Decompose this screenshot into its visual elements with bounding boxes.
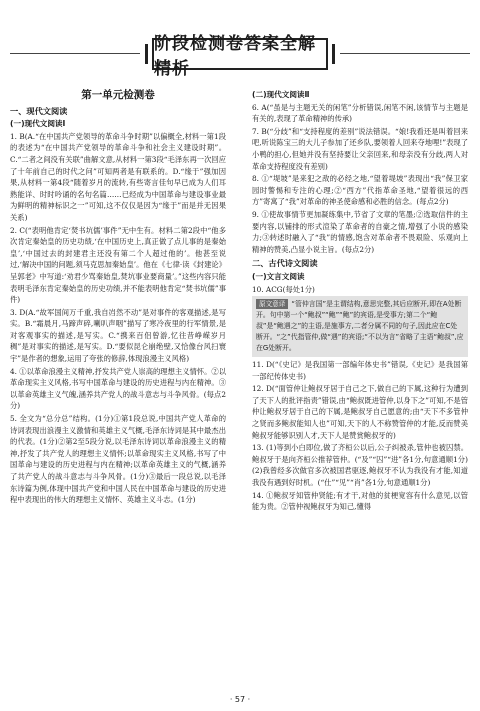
answer-item-14: 14. ①鲍叔牙知管仲贤能;有才干,对他的贫梗宽容有什么意见,以管能为贵。②管仲视鲍叔牙为知己,懂得 (252, 490, 468, 512)
answer-item-5: 5. 全文为“总分总”结构。(1分)①第1段总说,中国共产党人革命的诗词表现出浪漫主义激情和英雄主义气概,毛泽东诗词是其中最杰出的代表。(1分)②第2至5段分说,以毛泽东诗词以革命浪漫主义的精神,抒发了共产党人的理想主义情怀;以革命现实主义风格,书写了中国革命与建设的历史进程与内在精神;以革命英雄主义的气概,涵养了共产党人的战斗意志与斗争风骨。(1分)③最后一段总说,以毛泽东诗篇为例,体现中国共产党和中国人民在中国革命与建设的历史进程中表现出的伟大的理想主义情怀、英雄主义斗志。(1分) (10, 414, 226, 505)
section-heading-modern-reading: 一、现代文阅读 (10, 105, 68, 116)
right-column (252, 88, 468, 514)
answer-item-8: 8. ①“堤坡”是来犯之敌的必经之地,“望着堤坡”表现出“我”保卫家园时警惕和专注的心理;②“西方”代指革命圣地,“望着很远的西方”寄寓了“我”对革命的神圣使命感和必胜的信念。(每点2分) (252, 174, 468, 207)
subsection-heading-reading-2: (二)现代文阅读Ⅱ (252, 90, 310, 99)
answer-item-9: 9. ①使故事情节更加凝练集中,节省了文章的笔墨;②选取信件的主要内容,以铺排的形式渲染了革命者的自豪之情,增强了小说的感染力;③转述时融入了“我”的情感,饱含对革命者不畏艰险、乐观向上精神的赞美,凸显小说主旨。(每点2分) (252, 209, 468, 254)
answer-item-7: 7. B(“分歧”和“支持程度的差别”说法错误。“娘!我看还是叫着回来吧,听说陈宝三的大儿子参加了还乡队,要领着人回来夺地哩!”表现了小鸭的担心,但她并没有坚持要让父亲回来,和母亲没有分歧,两人对革命支持程度没有差别) (252, 126, 468, 171)
left-column (10, 90, 226, 507)
answer-item-2: 2. C(“表明他肯定‘焚书坑儒’事件”无中生有。材料二第2段中“他多次肯定秦始皇的历史功绩,‘在中国历史上,真正做了点儿事的是秦始皇’,‘中国过去的封建君主还没有第二个人超过他的’。他甚至说过,‘解决中国的问题,须马克思加秦始皇’。他在《七律·读《封建论》呈郭老》中写道:‘劝君少骂秦始皇,焚坑事业要商量’。”这些内容只能表明毛泽东肯定秦始皇的历史功绩,并不能表明他肯定“焚书坑儒”事件) (10, 225, 226, 305)
answer-item-13: 13. (1)等到小白即位,做了齐桓公以后,公子纠被杀,管仲也被囚禁。鲍叔牙于是向齐桓公推荐管仲。(“及”“囚”“进”各1分,句意通顺1分)(2)我曾经多次做官多次被国君驱逐,鲍叔牙不认为我没有才能,知道我没有遇到好时机。(“仕”“见”“肖”各1分,句意通顺1分) (252, 443, 468, 488)
answer-item-10: 10. ACG(每处1分) (252, 284, 315, 294)
subsection-heading-classical-prose: (一)文言文阅读 (252, 271, 305, 281)
answer-item-11: 11. D(“《史记》是我国第一部编年体史书”错误,《史记》是我国第一部纪传体史书) (252, 360, 468, 381)
answer-item-1: 1. B(A.“在中国共产党领导的革命斗争时期”以偏概全,材料一第1段的表述为“在中国共产党领导的革命斗争和社会主义建设时期”。C.“二者之间没有关联”曲解文意,从材料一第3段“毛泽东再一次回应了十年前自己的时代之问”可知两者是有联系的。D.“缘于”强加因果,从材料一第4段“随着岁月的流转,有些寄言佳句早已成为人们耳熟能详、时时吟诵的名句名篇……已经成为中国革命与建设事业最为鲜明的精神标识之一”可知,这不仅仅是因为“缘于”而是并无因果关系) (10, 131, 226, 222)
unit-title: 第一单元检测卷 (81, 89, 155, 101)
answer-item-12: 12. D(“面管仲让鲍叔牙居于自己之下,做自己的下属,这种行为遭到了天下人的批评指责”错误,由“鲍叔既进管仲,以身下之”可知,不是管仲让鲍叔牙居于自己的下属,是鲍叔牙自己愿意的;由“天下不多管仲之贤而多鲍叔能知人也”可知,天下的人不称赞管仲的才能,反而赞美鲍叔牙能够识别人才,天下人是赞赏鲍叔牙的) (252, 384, 468, 440)
section-heading-classical-reading: 二、古代诗文阅读 (252, 258, 318, 269)
answer-item-4: 4. ①以革命浪漫主义精神,抒发共产党人崇高的理想主义情怀。②以革命现实主义风格,书写中国革命与建设的历史进程与内在精神。③以革命英雄主义气魄,涵养共产党人的战斗意志与斗争风骨。(每点2分) (10, 366, 226, 411)
banner-rule-right (340, 53, 470, 54)
translation-note-box (252, 296, 468, 357)
page-banner-title: 阶段检测卷答案全解精析 (152, 38, 328, 70)
answer-item-3: 3. D(A.“故军国间万千重,我自岿然不动”是对事件的客观描述,是写实。B.“霜晨月,马蹄声碎,喇叭声咽”描写了寒冷夜里的行军情景,是对客观事实的描述,是写实。C.“携来百侣曾游,忆往昔峥嵘岁月稠”是对事实的描述,是写实。D.“要似昆仑崩绝壁,又恰像台风扫寰宇”是作者的想象,运用了夸张的修辞,体现浪漫主义风格) (10, 307, 226, 364)
translation-text: “管仲言国”是主谓结构,意思完整,其后应断开,即在A处断开。句中第一个“鲍叔”“鲍”“鲍”的宾语,是受事方;第二个“鲍叔”是“鲍遇之”的主语,是施事方,二者分属不同的句子,因此应在C处断开。“之”代指管仲,做“遇”的宾语;“不以为言”省略了主语“鲍叔”,应在G处断开。 (256, 300, 464, 353)
translation-tag: 原文意译 (256, 299, 288, 309)
page-number: · 57 · (229, 695, 251, 704)
answer-item-6: 6. A(“虽是与主题无关的闲笔”分析错误,闲笔不闲,该情节与主题是有关的,表现了革命精神的传承) (252, 102, 468, 124)
banner-rule-left (10, 53, 140, 54)
subsection-heading-reading-1: (一)现代文阅读Ⅰ (10, 119, 66, 129)
